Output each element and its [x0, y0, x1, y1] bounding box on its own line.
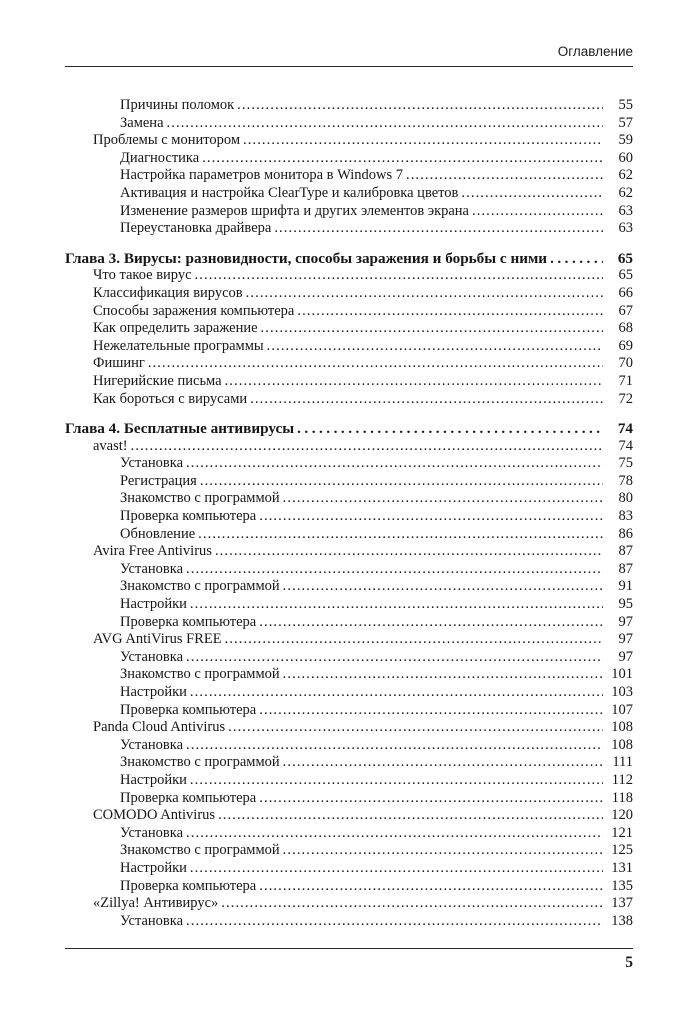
- toc-entry-page: 108: [611, 736, 633, 753]
- toc-entry-page: 118: [611, 789, 633, 806]
- toc-entry-label: COMODO Antivirus: [93, 807, 216, 824]
- toc-leader-dots: [186, 825, 603, 843]
- toc-entry: [65, 772, 633, 790]
- toc-entry-page: 71: [618, 372, 633, 389]
- toc-entry: [65, 150, 633, 168]
- toc-entry: [65, 473, 633, 491]
- toc-entry-label: Знакомство с программой: [120, 666, 280, 683]
- toc-entry-label: Avira Free Antivirus: [93, 543, 212, 560]
- toc-leader-dots: [283, 666, 603, 684]
- toc-entry-label: Как бороться с вирусами: [93, 390, 248, 407]
- running-header-title: Оглавление: [557, 44, 633, 59]
- toc-entry-page: 66: [618, 284, 633, 301]
- toc-leader-dots: [297, 303, 603, 321]
- toc-leader-dots: [461, 185, 603, 203]
- toc-entry-page: 97: [618, 631, 633, 648]
- toc-entry-page: 112: [611, 771, 633, 788]
- toc-entry-page: 80: [618, 490, 633, 507]
- toc-entry-label: Регистрация: [120, 472, 197, 489]
- toc-entry: [65, 754, 633, 772]
- toc-entry-label: Классификация вирусов: [93, 284, 243, 301]
- toc-entry-page: 65: [617, 249, 633, 267]
- toc-entry: [65, 578, 633, 596]
- toc-entry: [65, 878, 633, 896]
- toc-entry-label: Как определить заражение: [93, 320, 258, 337]
- toc-entry-label: Установка: [120, 648, 184, 665]
- toc-entry: [65, 132, 633, 150]
- toc-entry-page: 121: [611, 824, 633, 841]
- toc-entry-label: Установка: [120, 455, 184, 472]
- toc-entry-label: Настройки: [120, 684, 187, 700]
- toc-entry-page: 63: [618, 220, 633, 237]
- toc-leader-dots: [190, 596, 603, 614]
- toc-leader-dots: [215, 543, 603, 561]
- toc-leader-dots: [195, 267, 603, 285]
- toc-entry-label: «Zillya! Антивирус»: [93, 895, 219, 912]
- toc-leader-dots: [190, 684, 603, 702]
- toc-entry-label: Проверка компьютера: [120, 877, 257, 894]
- toc-entry-label: Знакомство с программой: [120, 754, 280, 771]
- toc-entry-label: Переустановка драйвера: [120, 220, 272, 237]
- toc-leader-dots: [283, 842, 603, 860]
- toc-leader-dots: [283, 490, 603, 508]
- toc-entry: [65, 666, 633, 684]
- toc-entry-label: Настройка параметров монитора в Windows 7: [120, 167, 403, 184]
- footer-divider: [65, 948, 633, 949]
- toc-entry-page: 67: [618, 302, 633, 319]
- toc-entry: [65, 842, 633, 860]
- toc-entry: [65, 596, 633, 614]
- toc-leader-dots: [267, 338, 603, 356]
- toc-entry: [65, 250, 633, 268]
- toc-entry: [65, 684, 633, 702]
- toc-entry-label: Установка: [120, 736, 184, 753]
- toc-entry-page: 78: [618, 472, 633, 489]
- toc-entry-label: Настройки: [120, 771, 187, 788]
- toc-entry-label: Активация и настройка ClearType и калибровка цветов: [120, 184, 459, 201]
- toc-entry-label: Фишинг: [93, 355, 145, 372]
- toc-entry: [65, 373, 633, 391]
- toc-leader-dots: [186, 455, 603, 473]
- toc-leader-dots: [190, 860, 603, 878]
- toc-leader-dots: [228, 719, 603, 737]
- footer-page-number: 5: [625, 954, 633, 971]
- toc-leader-dots: [167, 115, 603, 133]
- toc-leader-dots: [225, 631, 603, 649]
- toc-entry-label: Panda Cloud Antivirus: [93, 719, 226, 736]
- toc-entry-label: Глава 4. Бесплатные антивирусы: [65, 420, 295, 438]
- toc-entry: [65, 790, 633, 808]
- toc-entry-page: 86: [618, 525, 633, 542]
- toc-entry-page: 65: [618, 267, 633, 284]
- toc-entry-label: Установка: [120, 912, 184, 929]
- toc-leader-dots: [131, 438, 603, 456]
- toc-leader-dots: [186, 649, 603, 667]
- toc-entry: [65, 267, 633, 285]
- toc-entry-label: Настройки: [120, 596, 187, 613]
- toc-entry-label: Обновление: [120, 525, 196, 542]
- toc-entry: [65, 391, 633, 409]
- toc-entry-label: Проверка компьютера: [120, 701, 257, 718]
- toc-entry-label: Изменение размеров шрифта и других элементов экрана: [120, 202, 469, 219]
- toc-entry-label: Глава 3. Вирусы: разновидности, способы заражения и борьбы с ними: [65, 249, 548, 267]
- toc-leader-dots: [221, 895, 603, 913]
- toc-entry: [65, 490, 633, 508]
- toc-entry-label: Нигерийские письма: [93, 372, 222, 389]
- toc-entry: [65, 185, 633, 203]
- toc-entry: [65, 508, 633, 526]
- toc-leader-dots: [190, 772, 603, 790]
- toc-entry: [65, 420, 633, 438]
- toc-leader-dots: [186, 737, 603, 755]
- toc-leader-dots: [237, 97, 603, 115]
- toc-leader-dots: [186, 561, 603, 579]
- toc-entry-page: 72: [618, 390, 633, 407]
- toc-entry-label: Замена: [120, 114, 164, 131]
- toc-entry: [65, 303, 633, 321]
- toc-entry: [65, 203, 633, 221]
- toc-list: [65, 97, 633, 930]
- toc-entry-page: 75: [618, 455, 633, 472]
- toc-entry-label: Причины поломок: [120, 97, 235, 113]
- toc-leader-dots: [274, 220, 603, 238]
- toc-leader-dots: [200, 473, 603, 491]
- toc-entry: [65, 220, 633, 238]
- toc-entry-label: Проверка компьютера: [120, 789, 257, 806]
- toc-entry-label: Проверка компьютера: [120, 508, 257, 525]
- running-header: [65, 44, 633, 67]
- toc-entry-label: Знакомство с программой: [120, 578, 280, 595]
- toc-entry-label: Способы заражения компьютера: [93, 302, 295, 319]
- toc-entry: [65, 455, 633, 473]
- toc-entry: [65, 438, 633, 456]
- toc-leader-dots: [259, 878, 603, 896]
- toc-entry-page: 68: [618, 320, 633, 337]
- toc-entry: [65, 825, 633, 843]
- toc-entry-label: Проблемы с монитором: [93, 132, 241, 149]
- toc-entry-page: 111: [612, 754, 633, 771]
- toc-entry-label: Диагностика: [120, 149, 200, 166]
- toc-entry: [65, 285, 633, 303]
- toc-entry-page: 120: [611, 807, 633, 824]
- toc-entry: [65, 320, 633, 338]
- toc-entry-page: 91: [618, 578, 633, 595]
- toc-leader-dots: [261, 320, 603, 338]
- toc-entry-page: 55: [618, 97, 633, 113]
- toc-leader-dots: [297, 420, 603, 438]
- toc-entry: [65, 631, 633, 649]
- toc-leader-dots: [283, 578, 603, 596]
- toc-leader-dots: [283, 754, 603, 772]
- toc-entry-label: avast!: [93, 437, 128, 454]
- toc-entry-page: 62: [618, 167, 633, 184]
- toc-entry-label: Настройки: [120, 859, 187, 876]
- toc-entry-page: 69: [618, 337, 633, 354]
- toc-leader-dots: [148, 355, 603, 373]
- toc-leader-dots: [218, 807, 603, 825]
- toc-entry: [65, 167, 633, 185]
- toc-leader-dots: [243, 132, 603, 150]
- toc-leader-dots: [259, 702, 603, 720]
- toc-leader-dots: [202, 150, 603, 168]
- toc-entry: [65, 526, 633, 544]
- toc-leader-dots: [198, 526, 603, 544]
- toc-entry-label: Проверка компьютера: [120, 613, 257, 630]
- toc-entry-page: 101: [611, 666, 633, 683]
- toc-entry-page: 131: [611, 859, 633, 876]
- toc-leader-dots: [550, 250, 603, 268]
- toc-entry-page: 74: [618, 437, 633, 454]
- toc-entry-page: 59: [618, 132, 633, 149]
- toc-entry-label: Установка: [120, 824, 184, 841]
- toc-leader-dots: [406, 167, 603, 185]
- toc-entry-page: 74: [617, 420, 633, 438]
- toc-entry-page: 57: [618, 114, 633, 131]
- toc-entry-page: 107: [611, 701, 633, 718]
- toc-entry-page: 137: [611, 895, 633, 912]
- toc-entry-label: Нежелательные программы: [93, 337, 264, 354]
- toc-entry-page: 97: [618, 613, 633, 630]
- toc-leader-dots: [259, 508, 603, 526]
- toc-entry-page: 95: [618, 596, 633, 613]
- toc-entry: [65, 895, 633, 913]
- toc-entry: [65, 807, 633, 825]
- toc-entry: [65, 649, 633, 667]
- toc-leader-dots: [259, 790, 603, 808]
- toc-entry: [65, 737, 633, 755]
- toc-entry-page: 87: [618, 560, 633, 577]
- toc-leader-dots: [472, 203, 603, 221]
- toc-leader-dots: [250, 391, 603, 409]
- toc-entry: [65, 115, 633, 133]
- toc-entry-label: Знакомство с программой: [120, 842, 280, 859]
- toc-entry-label: Знакомство с программой: [120, 490, 280, 507]
- toc-leader-dots: [186, 913, 603, 931]
- toc-leader-dots: [225, 373, 603, 391]
- toc-entry-page: 125: [611, 842, 633, 859]
- toc-entry: [65, 97, 633, 115]
- toc-entry-page: 83: [618, 508, 633, 525]
- toc-entry: [65, 561, 633, 579]
- toc-entry-label: Установка: [120, 560, 184, 577]
- toc-leader-dots: [259, 614, 603, 632]
- toc-entry: [65, 338, 633, 356]
- toc-entry-page: 138: [611, 912, 633, 929]
- toc-entry-label: AVG AntiVirus FREE: [93, 631, 222, 648]
- toc-entry-page: 63: [618, 202, 633, 219]
- toc-entry: [65, 913, 633, 931]
- toc-entry-page: 103: [611, 684, 633, 700]
- toc-leader-dots: [246, 285, 603, 303]
- toc-entry: [65, 860, 633, 878]
- toc-entry-page: 60: [618, 149, 633, 166]
- toc-entry-page: 108: [611, 719, 633, 736]
- toc-entry: [65, 543, 633, 561]
- toc-entry-page: 135: [611, 877, 633, 894]
- toc-entry: [65, 719, 633, 737]
- toc-entry-page: 70: [618, 355, 633, 372]
- toc-entry: [65, 702, 633, 720]
- toc-entry: [65, 355, 633, 373]
- toc-entry-label: Что такое вирус: [93, 267, 192, 284]
- toc-entry-page: 87: [618, 543, 633, 560]
- toc-entry-page: 62: [618, 184, 633, 201]
- toc-entry: [65, 614, 633, 632]
- toc-entry-page: 97: [618, 648, 633, 665]
